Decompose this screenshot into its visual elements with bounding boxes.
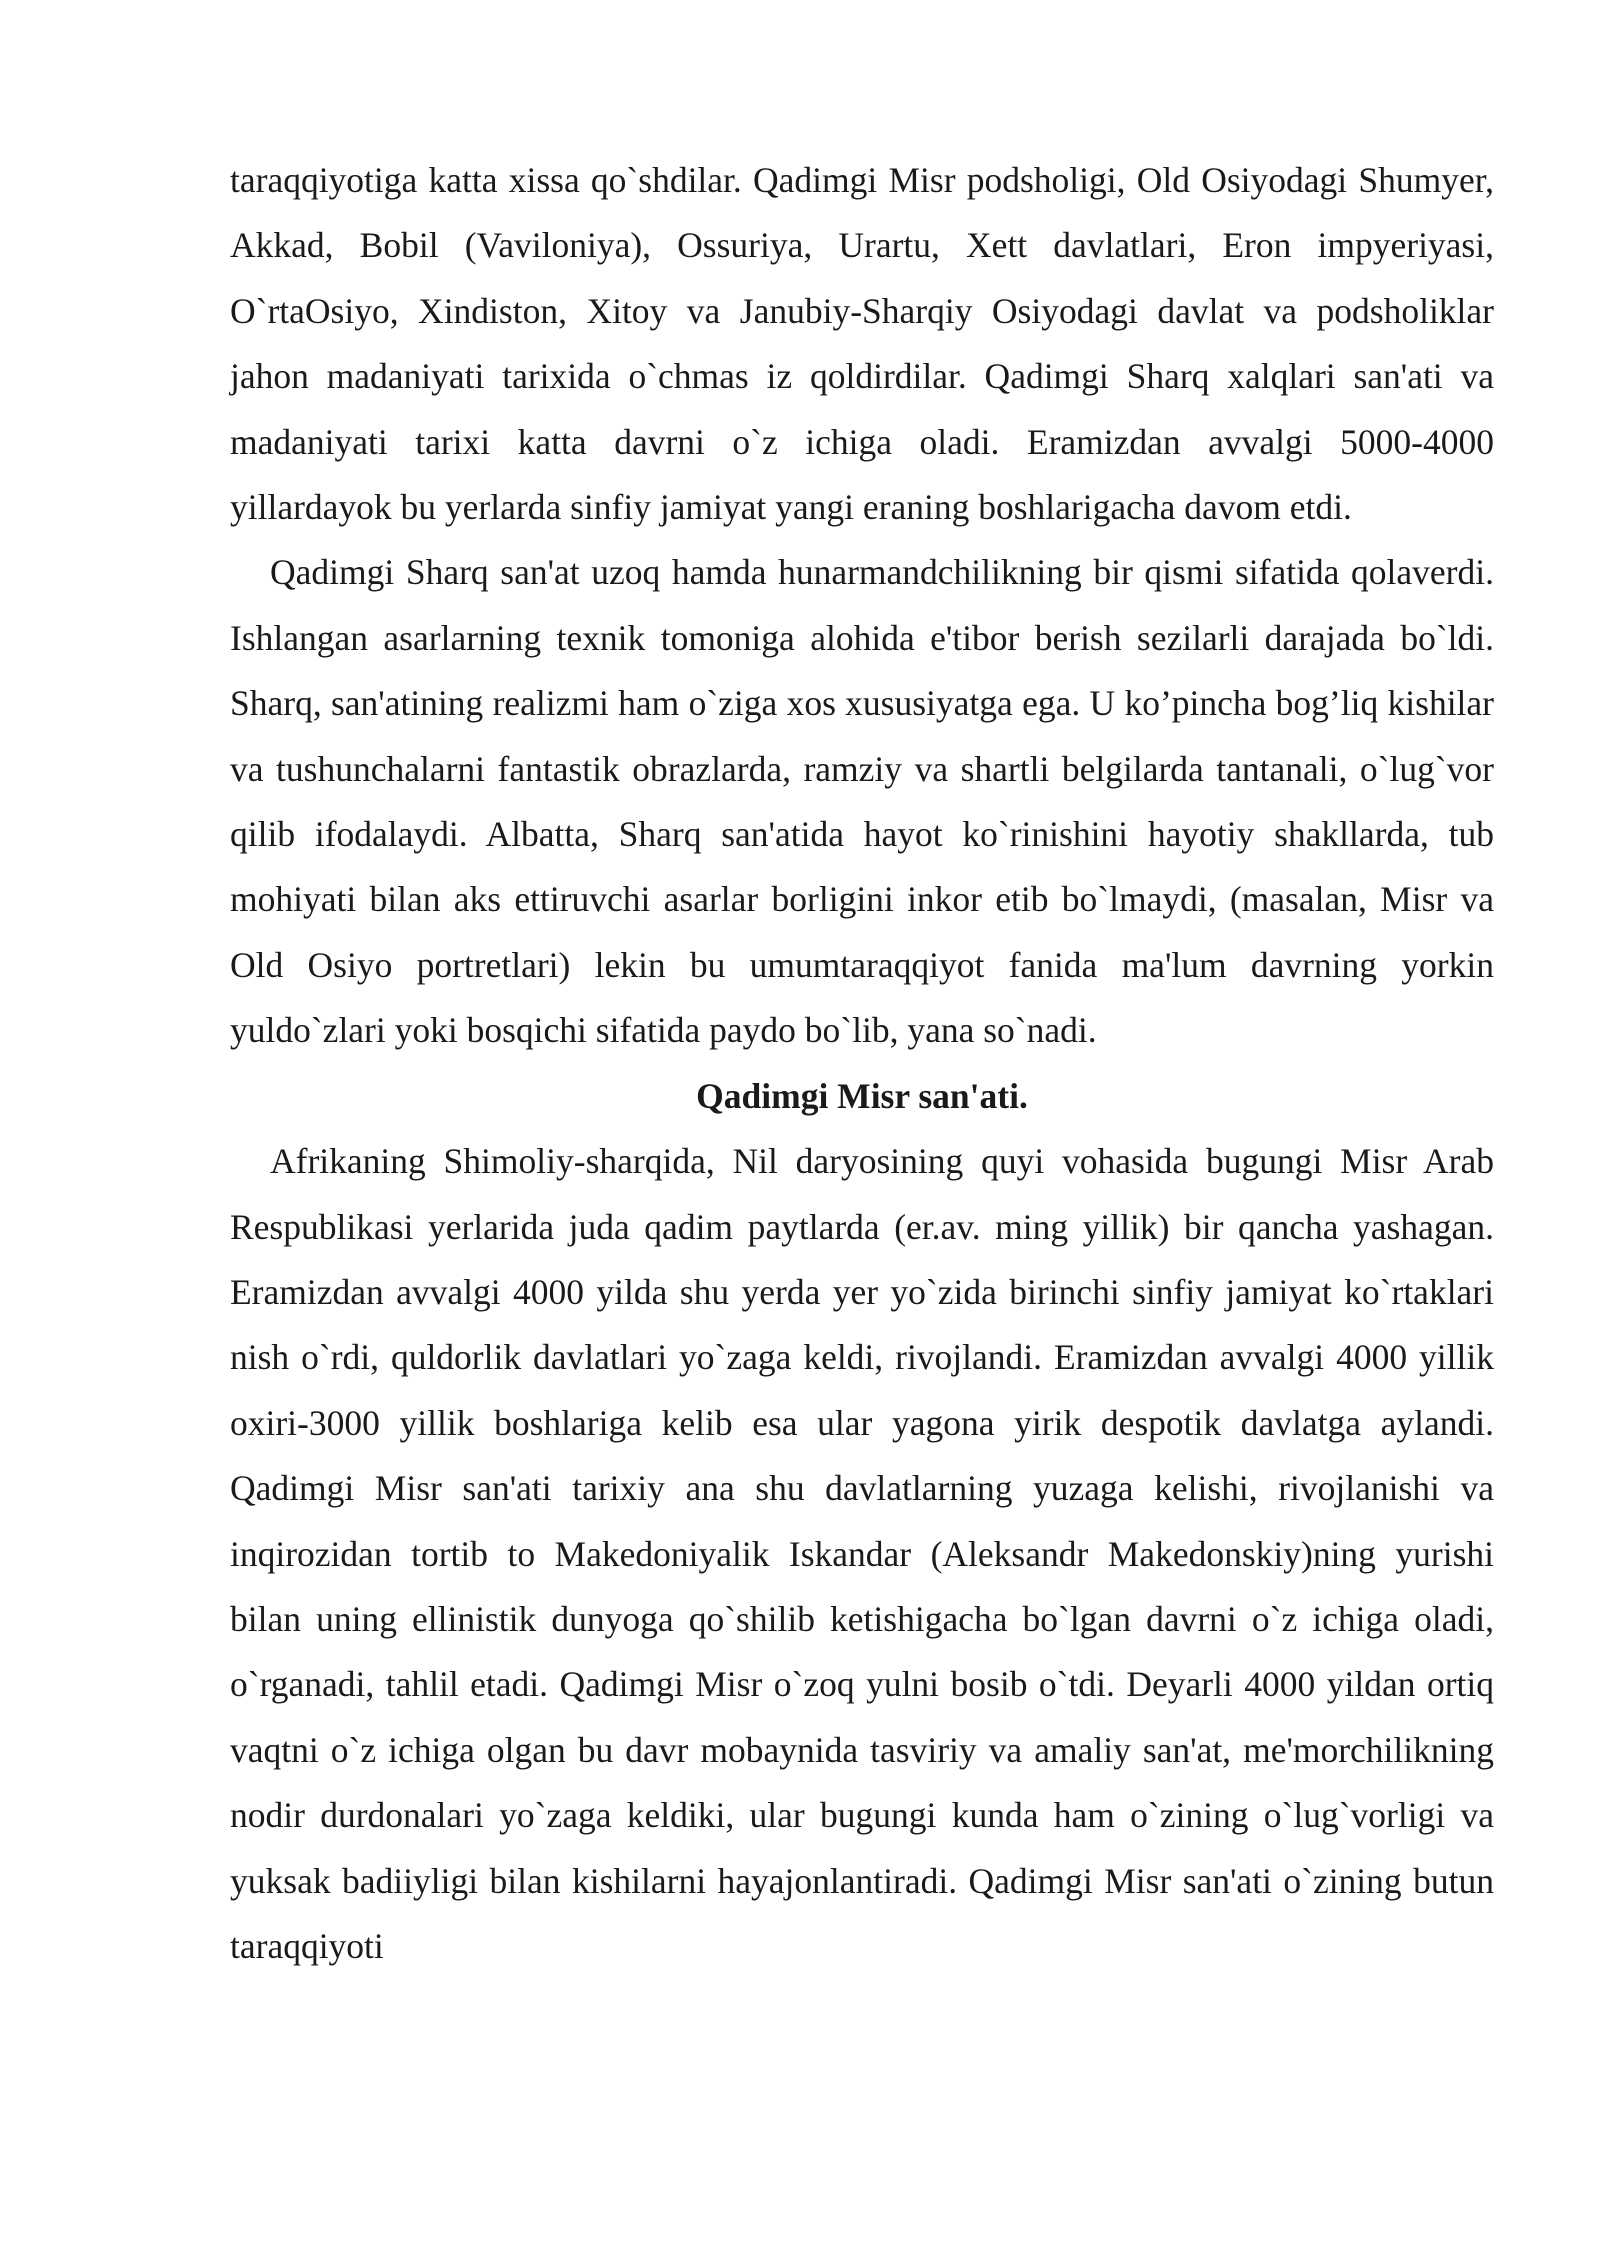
paragraph-ancient-east-art: Qadimgi Sharq san'at uzoq hamda hunarmandchilikning bir qismi sifatida qolaverdi. Ishlangan asarlarning texnik tomoniga alohida e'tibor berish sezilarli darajada bo`ldi. Sharq, san'atining realizmi ham o`ziga xos xususiyatga ega. U ko’pincha bog’liq kishilar va tushunchalarni fantastik obrazlarda, ramziy va shartli belgilarda tantanali, o`lug`vor qilib ifodalaydi. Albatta, Sharq san'atida hayot ko`rinishini hayotiy shakllarda, tub mohiyati bilan aks ettiruvchi asarlar borligini inkor etib bo`lmaydi, (masalan, Misr va Old Osiyo portretlari) lekin bu umumtaraqqiyot fanida ma'lum davrning yorkin yuldo`zlari yoki bosqichi sifatida paydo bo`lib, yana so`nadi. xyxy=(230,552,1494,1051)
document-page xyxy=(230,148,1494,1979)
section-heading: Qadimgi Misr san'ati. xyxy=(696,1075,1028,1116)
paragraph-ancient-egypt: Afrikaning Shimoliy-sharqida, Nil daryosining quyi vohasida bugungi Misr Arab Respublikasi yerlarida juda qadim paytlarda (er.av. ming yillik) bir qancha yashagan. Eramizdan avvalgi 4000 yilda shu yerda yer yo`zida birinchi sinfiy jamiyat ko`rtaklari nish o`rdi, quldorlik davlatlari yo`zaga keldi, rivojlandi. Eramizdan avvalgi 4000 yillik oxiri-3000 yillik boshlariga kelib esa ular yagona yirik despotik davlatga aylandi. Qadimgi Misr san'ati tarixiy ana shu davlatlarning yuzaga kelishi, rivojlanishi va inqirozidan tortib to Makedoniyalik Iskandar (Aleksandr Makedonskiy)ning yurishi bilan uning ellinistik dunyoga qo`shilib ketishigacha bo`lgan davrni o`z ichiga oladi, o`rganadi, tahlil etadi. Qadimgi Misr o`zoq yulni bosib o`tdi. Deyarli 4000 yildan ortiq vaqtni o`z ichiga olgan bu davr mobaynida tasviriy va amaliy san'at, me'morchilikning nodir durdonalari yo`zaga keldiki, ular bugungi kunda ham o`zining o`lug`vorligi va yuksak badiiyligi bilan kishilarni hayajonlantiradi. Qadimgi Misr san'ati o`zining butun taraqqiyoti xyxy=(230,1141,1494,1966)
paragraph-continuation: taraqqiyotiga katta xissa qo`shdilar. Qadimgi Misr podsholigi, Old Osiyodagi Shumyer, Akkad, Bobil (Vaviloniya), Ossuriya, Urartu, Xett davlatlari, Eron impyeriyasi, O`rtaOsiyo, Xindiston, Xitoy va Janubiy-Sharqiy Osiyodagi davlat va podsholiklar jahon madaniyati tarixida o`chmas iz qoldirdilar. Qadimgi Sharq xalqlari san'ati va madaniyati tarixi katta davrni o`z ichiga oladi. Eramizdan avvalgi 5000-4000 yillardayok bu yerlarda sinfiy jamiyat yangi eraning boshlarigacha davom etdi. xyxy=(230,160,1494,528)
